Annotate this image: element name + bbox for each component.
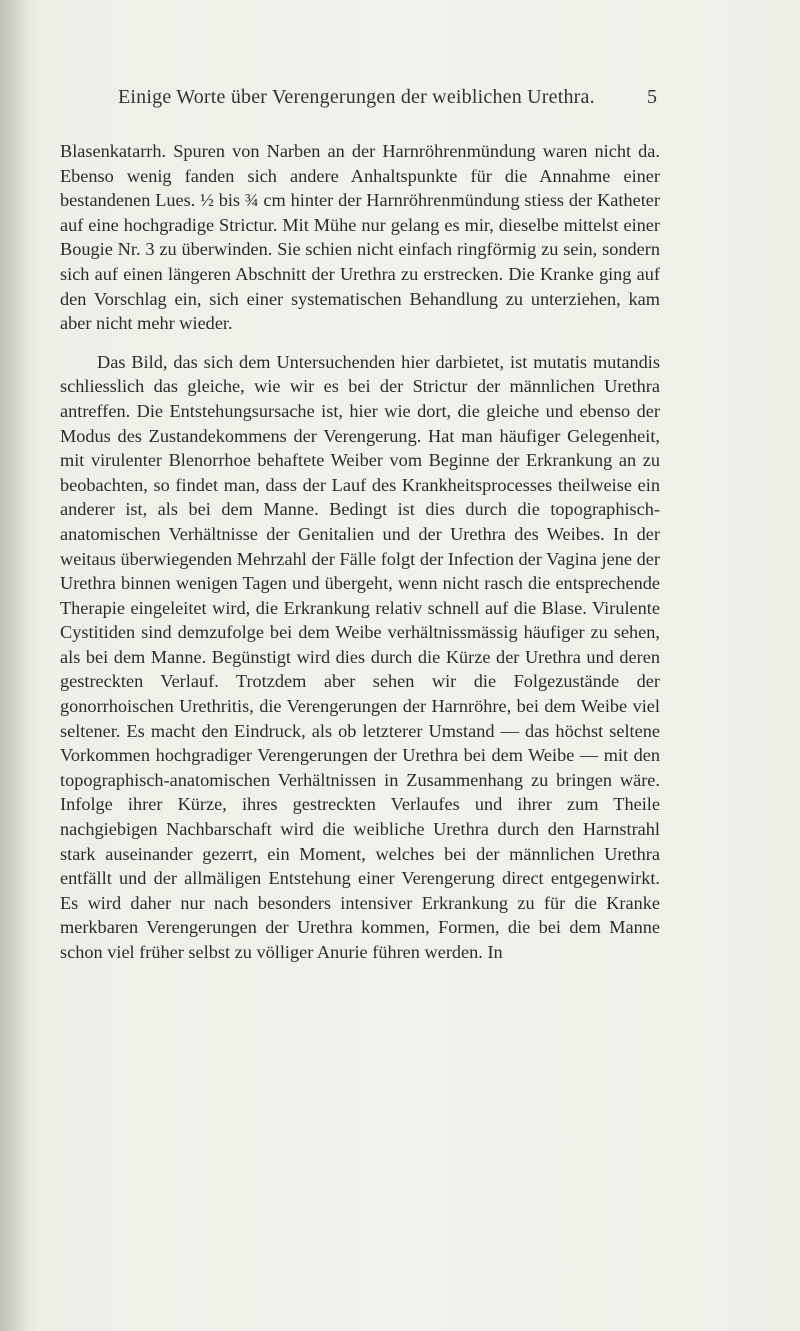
running-head [0, 86, 800, 116]
paragraph: Das Bild, das sich dem Untersuchenden hier darbietet, ist mutatis mutandis schliesslich das gleiche, wie wir es bei der Strictur der männlichen Urethra antreffen. Die Entstehungsursache ist, hier wie dort, die gleiche und ebenso der Modus des Zustandekommens der Verengerung. Hat man häufiger Gelegenheit, mit virulenter Blenorrhoe behaftete Weiber vom Beginne der Erkrankung an zu beobachten, so findet man, dass der Lauf des Krankheitsprocesses theilweise ein anderer ist, als bei dem Manne. Bedingt ist dies durch die topographisch-anatomischen Verhältnisse der Genitalien und der Urethra des Weibes. In der weitaus überwiegenden Mehrzahl der Fälle folgt der Infection der Vagina jene der Urethra binnen wenigen Tagen und übergeht, wenn nicht rasch die entsprechende Therapie eingeleitet wird, die Erkrankung relativ schnell auf die Blase. Virulente Cystitiden sind demzufolge bei dem Weibe verhältnissmässig häufiger zu sehen, als bei dem Manne. Begünstigt wird dies durch die Kürze der Urethra und deren gestreckten Verlauf. Trotzdem aber sehen wir die Folgezustände der gonorrhoischen Urethritis, die Verengerungen der Harnröhre, bei dem Weibe viel seltener. Es macht den Eindruck, als ob letzterer Umstand — das höchst seltene Vorkommen hochgradiger Verengerungen der Urethra bei dem Weibe — mit den topographisch-anatomischen Verhältnissen in Zusammenhang zu bringen wäre. Infolge ihrer Kürze, ihres gestreckten Verlaufes und ihrer zum Theile nachgiebigen Nachbarschaft wird die weibliche Urethra durch den Harnstrahl stark auseinander gezerrt, ein Moment, welches bei der männlichen Urethra entfällt und der allmäligen Entstehung einer Verengerung direct entgegenwirkt. Es wird daher nur nach besonders intensiver Erkrankung zu für die Kranke merkbaren Verengerungen der Urethra kommen, Formen, die bei dem Manne schon viel früher selbst zu völliger Anurie führen werden. In [60, 351, 660, 962]
page-number: 5 [647, 86, 657, 108]
body-text [60, 139, 660, 965]
paragraph: Blasenkatarrh. Spuren von Narben an der Harnröhrenmündung waren nicht da. Ebenso wenig fanden sich andere Anhaltspunkte für die Annahme einer bestandenen Lues. ½ bis ¾ cm hinter der Harnröhrenmündung stiess der Katheter auf eine hochgradige Strictur. Mit Mühe nur gelang es mir, dieselbe mittelst einer Bougie Nr. 3 zu überwinden. Sie schien nicht einfach ringförmig zu sein, sondern sich auf einen längeren Abschnitt der Urethra zu erstrecken. Die Kranke ging auf den Vorschlag ein, sich einer systematischen Behandlung zu unterziehen, kam aber nicht mehr wieder. [60, 141, 660, 334]
page-spine-shadow [0, 0, 30, 1331]
running-title: Einige Worte über Verengerungen der weiblichen Urethra. [118, 86, 595, 108]
